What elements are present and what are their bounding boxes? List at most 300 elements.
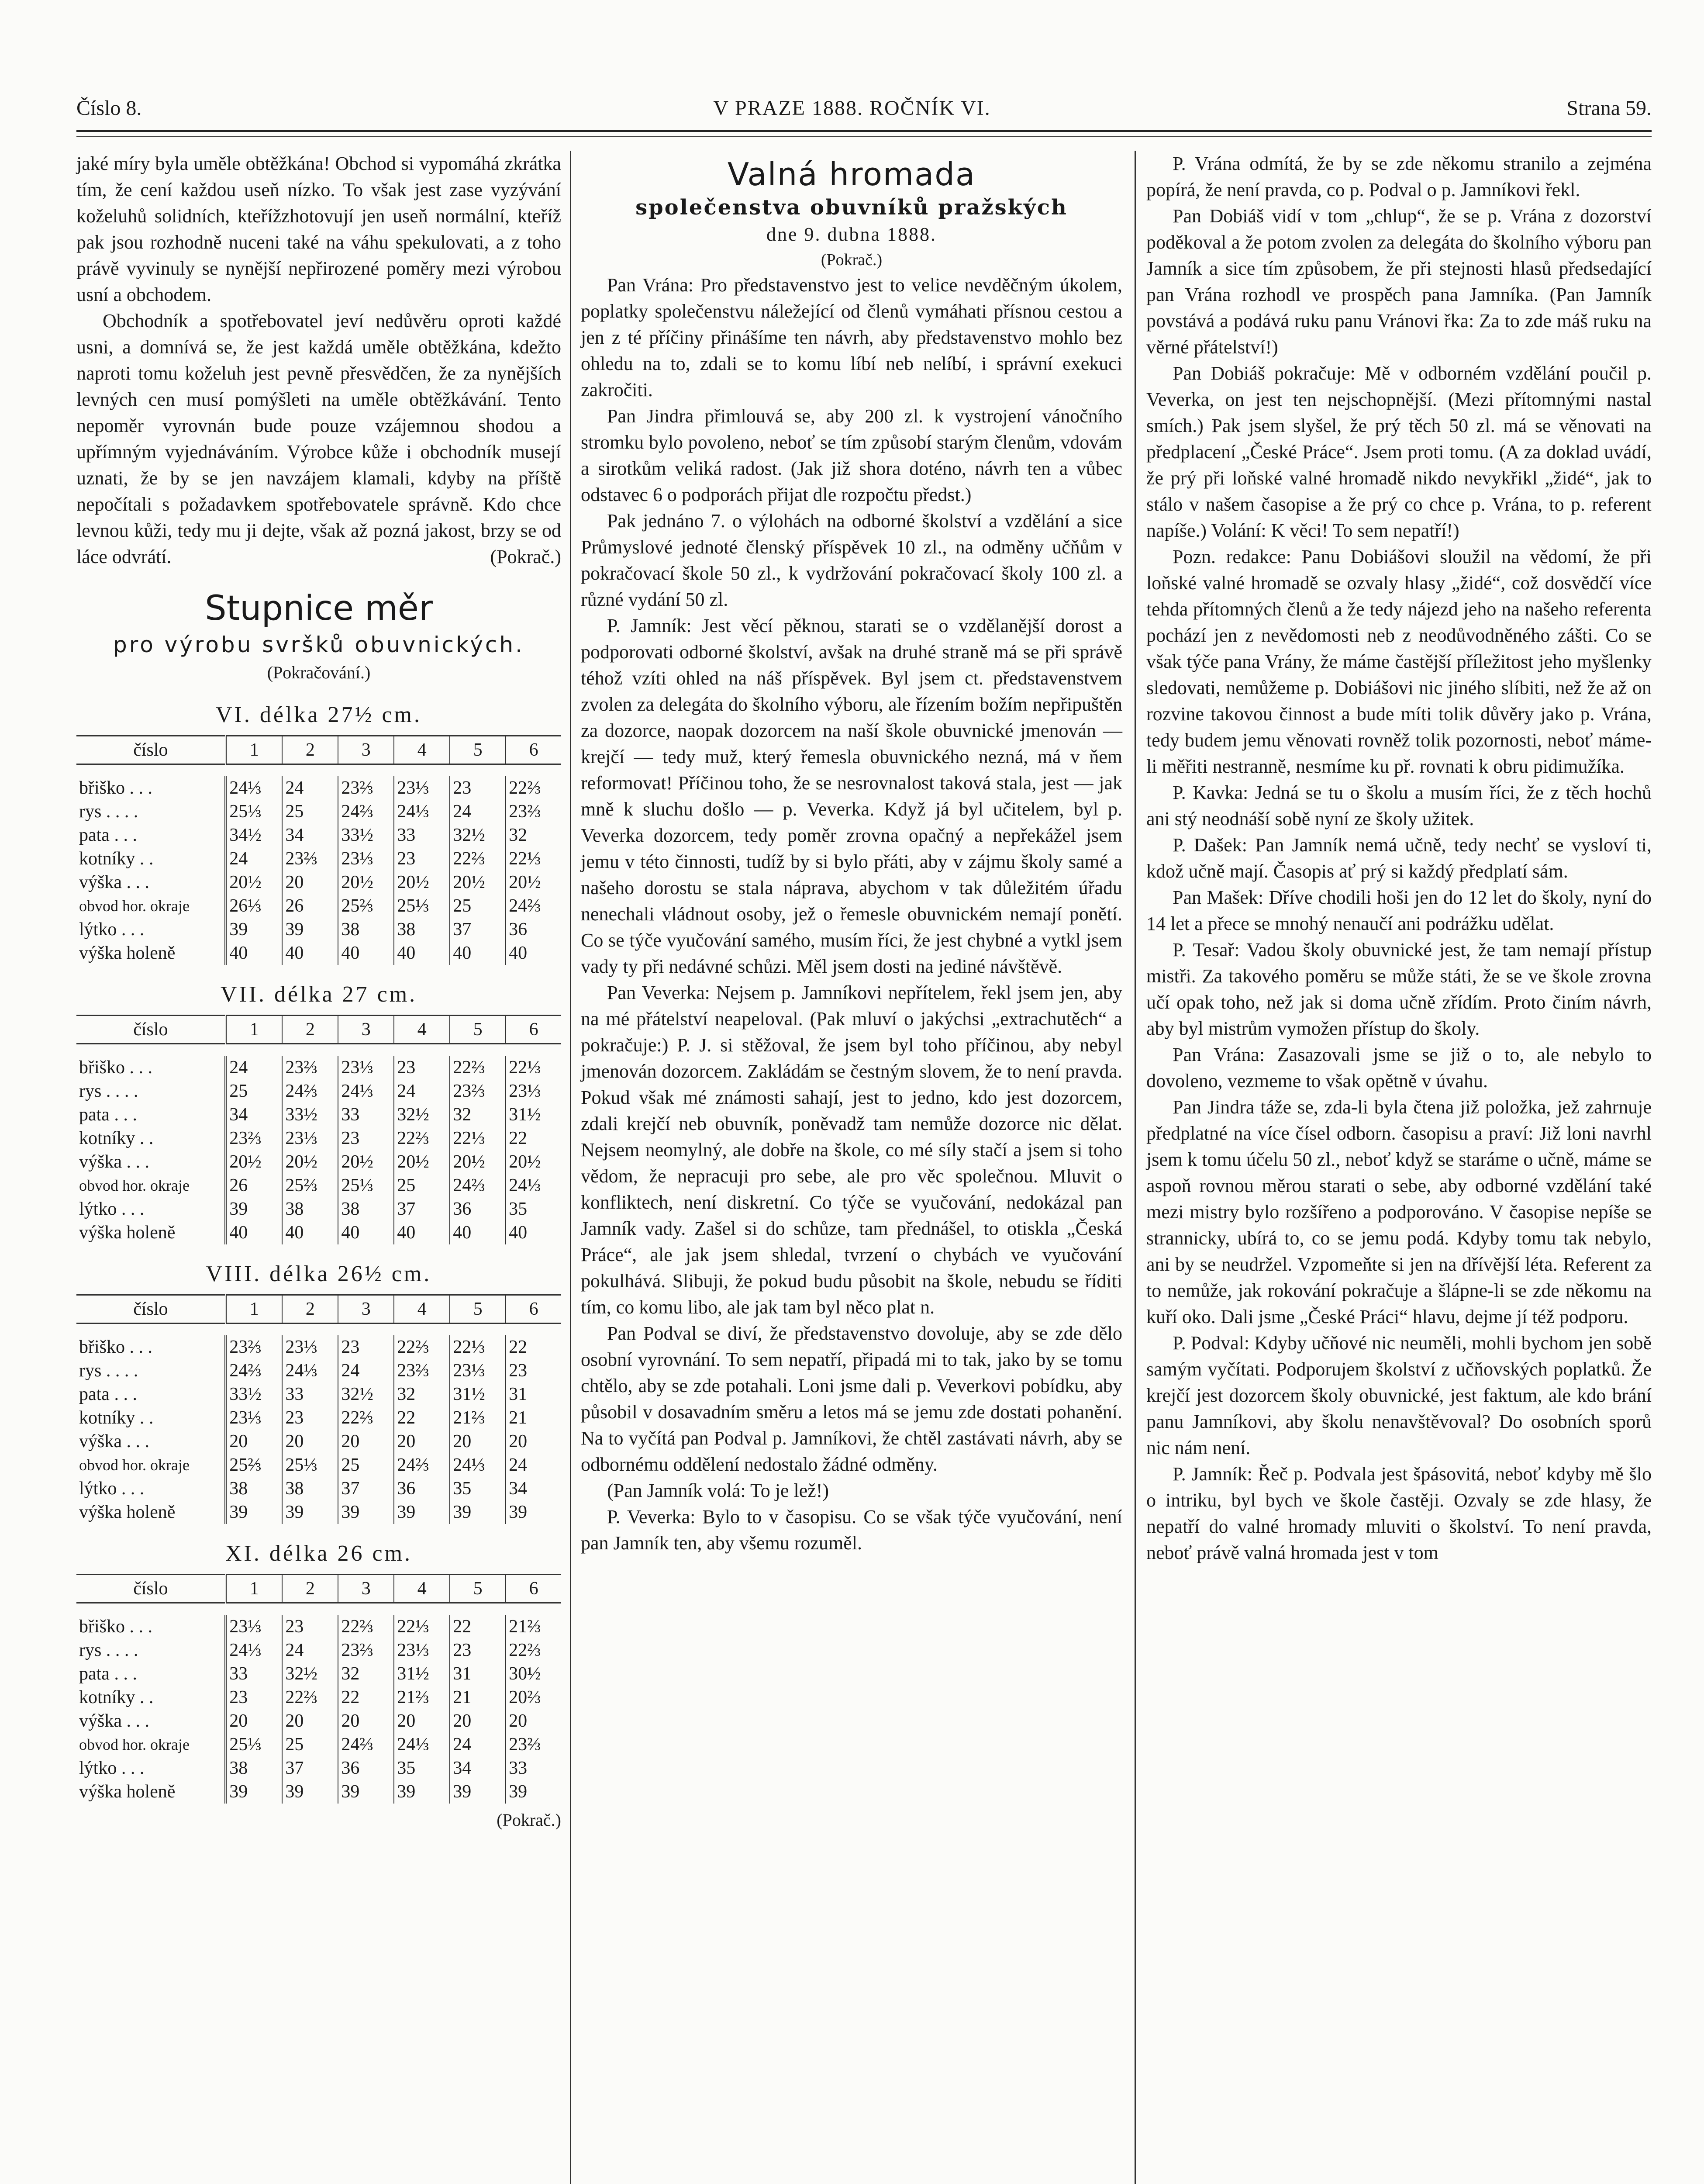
table-cell: 22⅔ bbox=[394, 1335, 450, 1359]
row-label: kotníky . . bbox=[79, 1408, 154, 1428]
table-row bbox=[76, 1477, 561, 1500]
table-cell: 39 bbox=[450, 1500, 506, 1524]
row-label: kotníky . . bbox=[79, 1128, 154, 1148]
table-cell: 39 bbox=[282, 1500, 338, 1524]
article-subtitle: společenstva obuvníků pražských bbox=[635, 195, 1068, 220]
table-cell: 38 bbox=[338, 1197, 394, 1221]
table-cell: 23⅔ bbox=[450, 1079, 506, 1103]
table-row bbox=[76, 1686, 561, 1709]
column-header-number: 2 bbox=[282, 1575, 338, 1603]
row-label: lýtko . . . bbox=[79, 1199, 145, 1219]
table-cell: 39 bbox=[282, 1780, 338, 1804]
table-cell: 22⅔ bbox=[282, 1686, 338, 1709]
table-cell: 24 bbox=[226, 847, 283, 871]
table-cell: 20½ bbox=[338, 1150, 394, 1174]
table-cell: 25⅓ bbox=[282, 1453, 338, 1477]
paragraph: Pan Podval se diví, že představenstvo dovoluje, aby se zde dělo osobní vyrovnání. To sem nepatří, připadá mi to tak, jako by se tomu chtělo, aby se zde potahali. Loni jsme dali p. Veverkovi pobídku, aby působil v dosavadním směru a letos má se jemu zde dostati pohanění. Na to vyčítá pan Podval p. Jamníkovi, že chtěl zastávati návrh, aby se odbornému oddělení nedostalo žádné odměny. bbox=[581, 1323, 1122, 1475]
paragraph: P. Tesař: Vadou školy obuvnické jest, že tam nemají přístup mistři. Za takového poměru se může státi, že se ve škole zrovna učí opak toho, než jak si doma učně zřídím. Proto činím návrh, aby byl mistrům vymožen přístup do školy. bbox=[1146, 939, 1652, 1039]
table-cell: 39 bbox=[282, 918, 338, 941]
table-cell: 22⅓ bbox=[450, 1335, 506, 1359]
table-cell: 25⅔ bbox=[282, 1174, 338, 1197]
paragraph: P. Jamník: Jest věcí pěknou, starati se o vzdělanější dorost a podporovati odborné školství, avšak na druhé straně má se při správě téhož vzíti ohled na náš příspěvek. Byl jsem ct. představenstvem zvolen za delegáta do školního výboru, ale řízením božím nepřipuštěn za dozorce, naopak dozorcem na naší škole obuvnické jmenován — krejčí — tedy muž, který řemesla obuvnického nezná, má v ňem reformovat! Příčinou toho, že se nesrovnalost taková stala, jest — jak mně k sluchu došlo — p. Veverka. Když já byl učitelem, byl p. Veverka dozorcem, tedy poměr zrovna opačný a nepřekážel jsem jemu v této činnosti, tudíž by si bylo přáti, aby v zájmu školy samé a našeho dorostu se stala náprava, abychom v tak důležitém úřadu nenechali vládnout osoby, jež o řemesle obuvnickém nemají ponětí. Co se týče vyučování samého, musím říci, že jest chybné a vytkl jsem vady ty při nedávné schůzi. Měl jsem dosti na jediné návštěvě. bbox=[581, 615, 1122, 977]
page-number: Strana 59. bbox=[1566, 97, 1652, 120]
table-cell: 23⅓ bbox=[506, 1079, 561, 1103]
table-cell: 22⅔ bbox=[450, 847, 506, 871]
table-cell: 23⅔ bbox=[282, 1056, 338, 1079]
table-cell: 34 bbox=[450, 1756, 506, 1780]
row-label: pata . . . bbox=[79, 1105, 137, 1125]
table-cell: 40 bbox=[394, 941, 450, 965]
table-cell: 20½ bbox=[450, 1150, 506, 1174]
table-cell: 23 bbox=[394, 1056, 450, 1079]
table-cell: 20½ bbox=[338, 871, 394, 894]
table-cell: 20 bbox=[450, 1430, 506, 1453]
column-header-number: 3 bbox=[338, 736, 394, 764]
table-cell: 40 bbox=[506, 941, 561, 965]
paragraph: Pan Dobiáš pokračuje: Mě v odborném vzdělání poučil p. Veverka, on jest ten nejschopnější. (Mezi přítomnými nastal smích.) Pak jsem slyšel, že prý těch 50 zl. má se věnovati na předplacení „České Práce“. Jsem proti tomu. (A za doklad uvádí, že prý při loňské valné hromadě nikdo nevykřikl „židé“, jak to stálo v našem časopise a že prý co chce p. Vrána, to p. referent napíše.) Volání: K věci! To sem nepatří!) bbox=[1146, 363, 1652, 541]
table-row bbox=[76, 918, 561, 941]
paragraph: jaké míry byla uměle obtěžkána! Obchod si vypomáhá zkrátka tím, že cení každou useň nízko. To však jest zase vyzývání koželuhů solidních, kteřížzhotovují jen useň normální, kteříž pak jsou rozhodně nuceni také na váhu spekulovati, a z toho právě vyvinuly se nynější nepřirozené poměry mezi výrobou usní a obchodem. bbox=[76, 153, 561, 305]
header-rule bbox=[76, 130, 1652, 132]
table-cell: 23⅓ bbox=[338, 847, 394, 871]
paragraph: Pan Mašek: Dříve chodili hoši jen do 12 let do školy, nyní do 14 let a přece se mnohý nenaučí ani podrážku udělat. bbox=[1146, 887, 1652, 934]
column-header-number: 5 bbox=[450, 1016, 506, 1044]
table-cell: 23⅓ bbox=[338, 1056, 394, 1079]
table-cell: 22 bbox=[506, 1335, 561, 1359]
measure-table bbox=[76, 735, 561, 965]
column-header-number: 1 bbox=[226, 736, 283, 764]
table-cell: 32½ bbox=[338, 1382, 394, 1406]
table-row bbox=[76, 894, 561, 918]
row-label: výška holeně bbox=[79, 1502, 176, 1522]
table-cell: 24⅓ bbox=[450, 1453, 506, 1477]
column-header-number: 4 bbox=[394, 1295, 450, 1324]
table-cell: 23 bbox=[506, 1359, 561, 1382]
continued-note: (Pokrač.) bbox=[490, 546, 561, 567]
row-label: pata . . . bbox=[79, 1664, 137, 1684]
table-cell: 34 bbox=[282, 823, 338, 847]
table-row bbox=[76, 1221, 561, 1244]
column-divider-2 bbox=[1135, 151, 1136, 2184]
table-row bbox=[76, 1382, 561, 1406]
table-cell: 20 bbox=[394, 1709, 450, 1733]
continued-note: (Pokrač.) bbox=[497, 1810, 561, 1830]
table-cell: 25⅔ bbox=[338, 894, 394, 918]
table-cell: 24 bbox=[450, 1733, 506, 1756]
row-label: rys . . . . bbox=[79, 1640, 138, 1660]
table-cell: 39 bbox=[450, 1780, 506, 1804]
table-cell: 20½ bbox=[506, 1150, 561, 1174]
table-cell: 38 bbox=[226, 1756, 283, 1780]
table-cell: 39 bbox=[394, 1500, 450, 1524]
table-cell: 22⅔ bbox=[338, 1615, 394, 1638]
table-cell: 23⅔ bbox=[338, 1638, 394, 1662]
table-cell: 23⅓ bbox=[226, 1615, 283, 1638]
table-cell: 20½ bbox=[394, 1150, 450, 1174]
table-cell: 24 bbox=[282, 1638, 338, 1662]
column-header-number: 5 bbox=[450, 736, 506, 764]
table-cell: 23 bbox=[282, 1406, 338, 1430]
paragraph: P. Kavka: Jedná se tu o školu a musím říci, že z těch hochů ani stý neodnáší sobě nyní ze školy užitek. bbox=[1146, 782, 1652, 829]
table-row bbox=[76, 1174, 561, 1197]
table-cell: 24⅓ bbox=[338, 1079, 394, 1103]
table-cell: 22⅓ bbox=[506, 847, 561, 871]
table-cell: 23 bbox=[450, 1638, 506, 1662]
table-cell: 38 bbox=[282, 1477, 338, 1500]
table-cell: 37 bbox=[394, 1197, 450, 1221]
column-header-number: 5 bbox=[450, 1295, 506, 1324]
table-cell: 24⅔ bbox=[338, 1733, 394, 1756]
table-cell: 36 bbox=[394, 1477, 450, 1500]
issue-number: Číslo 8. bbox=[76, 97, 142, 120]
table-cell: 23⅓ bbox=[450, 1359, 506, 1382]
table-cell: 23 bbox=[394, 847, 450, 871]
table-row bbox=[76, 1638, 561, 1662]
measure-table bbox=[76, 1015, 561, 1244]
column-header-number: 6 bbox=[506, 736, 561, 764]
table-cell: 31 bbox=[450, 1662, 506, 1686]
section-heading: Stupnice měr bbox=[205, 589, 433, 628]
table-cell: 21⅔ bbox=[394, 1686, 450, 1709]
paragraph: P. Dašek: Pan Jamník nemá učně, tedy nechť se vysloví ti, kdož učně mají. Časopis ať prý si každý předplatí sám. bbox=[1146, 834, 1652, 882]
table-cell: 21 bbox=[506, 1406, 561, 1430]
table-cell: 38 bbox=[226, 1477, 283, 1500]
table-cell: 25⅔ bbox=[226, 1453, 283, 1477]
paragraph: Pan Jindra přimlouvá se, aby 200 zl. k vystrojení vánočního stromku bylo povoleno, neboť se tím způsobí starým členům, vdovám a sirotkům veliká radost. (Jak již shora doténo, návrh ten a vůbec odstavec 6 o podporách přijat dle rozpočtu předst.) bbox=[581, 405, 1122, 505]
table-cell: 23⅔ bbox=[338, 776, 394, 800]
table-cell: 20 bbox=[282, 1709, 338, 1733]
table-cell: 20 bbox=[338, 1709, 394, 1733]
table-cell: 40 bbox=[282, 1221, 338, 1244]
table-row bbox=[76, 823, 561, 847]
table-cell: 32 bbox=[394, 1382, 450, 1406]
table-cell: 33 bbox=[506, 1756, 561, 1780]
table-cell: 20 bbox=[338, 1430, 394, 1453]
table-cell: 36 bbox=[450, 1197, 506, 1221]
column-header-number: 4 bbox=[394, 736, 450, 764]
table-cell: 23⅔ bbox=[226, 1127, 283, 1150]
row-label: výška holeně bbox=[79, 1223, 176, 1243]
table-cell: 22⅓ bbox=[450, 1127, 506, 1150]
table-cell: 24⅔ bbox=[506, 894, 561, 918]
article-title: Valná hromada bbox=[727, 156, 976, 193]
table-cell: 23⅔ bbox=[506, 800, 561, 823]
table-cell: 35 bbox=[450, 1477, 506, 1500]
table-cell: 24⅔ bbox=[282, 1079, 338, 1103]
table-cell: 40 bbox=[450, 941, 506, 965]
column-header-number: 3 bbox=[338, 1295, 394, 1324]
table-cell: 33 bbox=[282, 1382, 338, 1406]
table-cell: 20 bbox=[450, 1709, 506, 1733]
table-cell: 22 bbox=[506, 1127, 561, 1150]
row-label: rys . . . . bbox=[79, 802, 138, 822]
table-cell: 20½ bbox=[282, 1150, 338, 1174]
table-cell: 32 bbox=[338, 1662, 394, 1686]
paragraph: P. Veverka: Bylo to v časopisu. Co se však týče vyučování, není pan Jamník ten, aby všemu rozuměl. bbox=[581, 1506, 1122, 1554]
column-header-number: 4 bbox=[394, 1575, 450, 1603]
paragraph: P. Podval: Kdyby učňové nic neuměli, mohli bychom jen sobě samým vyčítati. Podporujem školství z učňovských poplatků. Že krejčí jest dozorcem školy obuvnické, jest faktum, ale kdo brání panu Jamníkovi, aby školu nenavštěvoval? Do osobních sporů nic nám není. bbox=[1146, 1332, 1652, 1458]
table-cell: 20⅔ bbox=[506, 1686, 561, 1709]
table-cell: 23⅓ bbox=[226, 1406, 283, 1430]
table-row bbox=[76, 1709, 561, 1733]
table-cell: 23 bbox=[450, 776, 506, 800]
table-header-row bbox=[76, 1016, 561, 1044]
masthead-line: V PRAZE 1888. ROČNÍK VI. bbox=[713, 97, 991, 120]
column-3 bbox=[1146, 151, 1652, 1566]
table-cell: 25⅓ bbox=[226, 800, 283, 823]
table-cell: 23⅔ bbox=[282, 847, 338, 871]
column-header-label: číslo bbox=[76, 736, 226, 764]
table-cell: 23⅓ bbox=[394, 1638, 450, 1662]
table-cell: 33½ bbox=[226, 1382, 283, 1406]
table-cell: 22⅓ bbox=[394, 1615, 450, 1638]
column-header-number: 1 bbox=[226, 1295, 283, 1324]
table-header-row bbox=[76, 736, 561, 764]
header-rule-thin bbox=[76, 136, 1652, 137]
table-cell: 40 bbox=[506, 1221, 561, 1244]
table-cell: 39 bbox=[394, 1780, 450, 1804]
table-cell: 39 bbox=[226, 1780, 283, 1804]
table-cell: 38 bbox=[394, 918, 450, 941]
row-label: výška . . . bbox=[79, 1152, 149, 1172]
table-cell: 37 bbox=[338, 1477, 394, 1500]
paragraph: Pak jednáno 7. o výlohách na odborné školství a vzdělání a sice Průmyslové jednoté členský příspěvek 10 zl., na odměny učňům v pokračovací škole 50 zl., k vydržování pokračovací školy 100 zl. a různé vydání 50 zl. bbox=[581, 510, 1122, 610]
table-cell: 25 bbox=[338, 1453, 394, 1477]
row-label: pata . . . bbox=[79, 1384, 137, 1404]
continuation-note: (Pokračování.) bbox=[267, 663, 371, 682]
table-cell: 24⅓ bbox=[226, 776, 283, 800]
table-cell: 38 bbox=[282, 1197, 338, 1221]
table-cell: 22⅔ bbox=[506, 776, 561, 800]
table-cell: 24⅔ bbox=[338, 800, 394, 823]
table-cell: 20½ bbox=[226, 1150, 283, 1174]
table-row bbox=[76, 1500, 561, 1524]
table-row bbox=[76, 1127, 561, 1150]
table-cell: 33 bbox=[338, 1103, 394, 1127]
row-label: břiško . . . bbox=[79, 778, 152, 798]
column-header-number: 2 bbox=[282, 736, 338, 764]
row-label: rys . . . . bbox=[79, 1081, 138, 1101]
table-cell: 25 bbox=[226, 1079, 283, 1103]
table-cell: 24 bbox=[226, 1056, 283, 1079]
table-row bbox=[76, 1756, 561, 1780]
measure-table bbox=[76, 1574, 561, 1804]
table-cell: 35 bbox=[394, 1756, 450, 1780]
table-cell: 24⅓ bbox=[226, 1638, 283, 1662]
table-cell: 23⅔ bbox=[226, 1335, 283, 1359]
table-cell: 32 bbox=[450, 1103, 506, 1127]
row-label: lýtko . . . bbox=[79, 1758, 145, 1778]
table-cell: 20½ bbox=[394, 871, 450, 894]
table-header-row bbox=[76, 1295, 561, 1324]
paragraph: P. Vrána odmítá, že by se zde někomu stranilo a zejména popírá, že není pravda, co p. Podval o p. Jamníkovi řekl. bbox=[1146, 153, 1652, 200]
paragraph: Pozn. redakce: Panu Dobiášovi sloužil na vědomí, že při loňské valné hromadě se ozvaly hlasy „židé“, což dosvědčí více tehda přítomných členů a že tedy nájezd jeho na našeho referenta pochází jen z nevědomosti neb z neodůvodněného zášti. Co se však týče pana Vrány, že máme častější příležitost jeho myšlenky sledovati, nemůžeme p. Dobiášovi nic jiného slíbiti, než že až on rozvine takovou činnost a bude míti tolik důvěry jako p. Vrána, tedy budem jemu věnovati rovněž tolik pozornosti, neboť máme-li měřiti nestranně, nesmíme ku př. rovnati k obru pidimužíka. bbox=[1146, 546, 1652, 777]
table-cell: 36 bbox=[338, 1756, 394, 1780]
table-row bbox=[76, 1335, 561, 1359]
table-cell: 23⅓ bbox=[394, 776, 450, 800]
paragraph: Pan Jindra táže se, zda-li byla čtena již položka, jež zahrnuje předplatné na více čísel odborn. časopisu a praví: Již loni navrhl jsem k tomu účelu 50 zl., neboť když se staráme o učně, máme se aspoň rovnou měrou starati o sebe, aby odborné vzdělání také mezi mistry bylo rozšířeno a podporováno. V časopise nepíše se strannicky, ubírá to, co se jemu podá. Kdyby tomu tak nebylo, ani by se neudržel. Vzpomeňte si jen na dřívější léta. Referent za to nemůže, jak rokování pokračuje a šlápne-li se zde někomu na kuří oko. Dali jsme „České Práci“ hlavu, dejme jí též podporu. bbox=[1146, 1096, 1652, 1327]
column-header-number: 6 bbox=[506, 1575, 561, 1603]
continuation-note: (Pokrač.) bbox=[821, 251, 883, 269]
table-cell: 20½ bbox=[226, 871, 283, 894]
table-cell: 31½ bbox=[506, 1103, 561, 1127]
table-cell: 20½ bbox=[506, 871, 561, 894]
table-row bbox=[76, 1780, 561, 1804]
row-label: výška . . . bbox=[79, 1431, 149, 1451]
column-header-number: 5 bbox=[450, 1575, 506, 1603]
table-cell: 39 bbox=[226, 1197, 283, 1221]
table-cell: 20 bbox=[282, 871, 338, 894]
table-cell: 39 bbox=[226, 918, 283, 941]
table-cell: 40 bbox=[450, 1221, 506, 1244]
table-cell: 20½ bbox=[450, 871, 506, 894]
row-label: břiško . . . bbox=[79, 1057, 152, 1078]
table-row bbox=[76, 1079, 561, 1103]
table-cell: 21 bbox=[450, 1686, 506, 1709]
table-cell: 20 bbox=[282, 1430, 338, 1453]
table-header-row bbox=[76, 1575, 561, 1603]
table-row bbox=[76, 1359, 561, 1382]
table-cell: 39 bbox=[338, 1780, 394, 1804]
column-header-number: 1 bbox=[226, 1575, 283, 1603]
column-1 bbox=[76, 151, 561, 1833]
article-date: dne 9. dubna 1888. bbox=[766, 224, 937, 245]
table-cell: 24 bbox=[338, 1359, 394, 1382]
row-label: lýtko . . . bbox=[79, 919, 145, 940]
table-cell: 40 bbox=[338, 941, 394, 965]
table-row bbox=[76, 1430, 561, 1453]
table-cell: 25⅓ bbox=[338, 1174, 394, 1197]
table-row bbox=[76, 1662, 561, 1686]
table-title: VII. délka 27 cm. bbox=[220, 982, 417, 1007]
column-header-number: 6 bbox=[506, 1295, 561, 1324]
table-cell: 39 bbox=[506, 1780, 561, 1804]
table-row bbox=[76, 941, 561, 965]
table-cell: 39 bbox=[338, 1500, 394, 1524]
table-cell: 35 bbox=[506, 1197, 561, 1221]
section-subheading: pro výrobu svršků obuvnických. bbox=[113, 632, 524, 657]
table-cell: 31 bbox=[506, 1382, 561, 1406]
row-label: lýtko . . . bbox=[79, 1479, 145, 1499]
row-label: břiško . . . bbox=[79, 1617, 152, 1637]
table-cell: 33½ bbox=[282, 1103, 338, 1127]
table-cell: 33 bbox=[394, 823, 450, 847]
table-cell: 25 bbox=[282, 1733, 338, 1756]
table-row bbox=[76, 847, 561, 871]
table-cell: 30½ bbox=[506, 1662, 561, 1686]
row-label: výška holeně bbox=[79, 1782, 176, 1802]
row-label: kotníky . . bbox=[79, 849, 154, 869]
table-cell: 40 bbox=[226, 941, 283, 965]
table-cell: 39 bbox=[506, 1500, 561, 1524]
table-title: VI. délka 27½ cm. bbox=[215, 702, 422, 727]
table-cell: 32½ bbox=[394, 1103, 450, 1127]
table-cell: 22⅔ bbox=[506, 1638, 561, 1662]
row-label: obvod hor. okraje bbox=[79, 1736, 190, 1753]
table-cell: 22 bbox=[338, 1686, 394, 1709]
table-cell: 39 bbox=[226, 1500, 283, 1524]
table-cell: 40 bbox=[282, 941, 338, 965]
table-cell: 25 bbox=[450, 894, 506, 918]
column-header-label: číslo bbox=[76, 1295, 226, 1324]
row-label: obvod hor. okraje bbox=[79, 1456, 190, 1474]
table-cell: 33 bbox=[226, 1662, 283, 1686]
row-label: kotníky . . bbox=[79, 1687, 154, 1707]
table-row bbox=[76, 776, 561, 800]
table-cell: 23 bbox=[282, 1615, 338, 1638]
table-cell: 20 bbox=[226, 1709, 283, 1733]
table-cell: 32 bbox=[506, 823, 561, 847]
table-cell: 40 bbox=[394, 1221, 450, 1244]
table-cell: 21⅔ bbox=[506, 1615, 561, 1638]
row-label: břiško . . . bbox=[79, 1337, 152, 1357]
table-cell: 26⅓ bbox=[226, 894, 283, 918]
table-row bbox=[76, 1197, 561, 1221]
table-row bbox=[76, 1406, 561, 1430]
table-cell: 26 bbox=[282, 894, 338, 918]
table-cell: 33½ bbox=[338, 823, 394, 847]
table-cell: 23⅓ bbox=[282, 1335, 338, 1359]
table-cell: 24 bbox=[450, 800, 506, 823]
table-cell: 25⅓ bbox=[226, 1733, 283, 1756]
table-cell: 25 bbox=[282, 800, 338, 823]
table-row bbox=[76, 1056, 561, 1079]
paragraph: Pan Veverka: Nejsem p. Jamníkovi nepřítelem, řekl jsem jen, aby na mé přátelství neapeloval. (Pak mluví o jakýchsi „extrachutěch“ a pokračuje:) P. J. si stěžoval, že jsem byl toho příčinou, aby nebyl jmenován dozorcem. Zakládám se čestným slovem, že to není pravda. Pokud však mé známosti sahají, jest to jedno, kdo jest dozorcem, zdali krejčí neb obuvník, poněvadž tam nemůže dozorce nic dělat. Nejsem neomylný, ale dobře na škole, co mé síly stačí a jsem si toho vědom, že nepracuji pro sebe, ale pro věc společnou. Mluvit o konfliktech, není diskretní. Co týče se vyučování, nedokázal pan Jamník vady. Zašel si do schůze, tam přednášel, to otiskla „Česká Práce“, ale jak jsem shledal, tvrzení o chybách ve vyučování pokulhává. Slibuji, že pokud budu působit na škole, nebudu se říditi tím, co komu libo, ale jak tam byl něco plat n. bbox=[581, 982, 1122, 1318]
table-cell: 23 bbox=[338, 1335, 394, 1359]
column-header-number: 6 bbox=[506, 1016, 561, 1044]
table-cell: 24⅓ bbox=[506, 1174, 561, 1197]
table-row bbox=[76, 871, 561, 894]
table-cell: 23 bbox=[226, 1686, 283, 1709]
table-title: VIII. délka 26½ cm. bbox=[206, 1261, 432, 1286]
table-row bbox=[76, 800, 561, 823]
table-cell: 40 bbox=[338, 1221, 394, 1244]
table-cell: 23⅔ bbox=[506, 1733, 561, 1756]
table-cell: 23⅔ bbox=[394, 1359, 450, 1382]
table-cell: 34½ bbox=[226, 823, 283, 847]
table-cell: 24⅔ bbox=[394, 1453, 450, 1477]
table-cell: 22⅔ bbox=[394, 1127, 450, 1150]
row-label: obvod hor. okraje bbox=[79, 897, 190, 915]
table-cell: 23 bbox=[338, 1127, 394, 1150]
column-header-number: 4 bbox=[394, 1016, 450, 1044]
row-label: výška . . . bbox=[79, 872, 149, 892]
table-cell: 31½ bbox=[450, 1382, 506, 1406]
table-cell: 32½ bbox=[282, 1662, 338, 1686]
table-row bbox=[76, 1150, 561, 1174]
table-cell: 36 bbox=[506, 918, 561, 941]
column-header-label: číslo bbox=[76, 1016, 226, 1044]
paragraph: Pan Dobiáš vidí v tom „chlup“, že se p. Vrána z dozorství poděkoval a že potom zvolen za delegáta do školního výboru pan Jamník a sice tím způsobem, že při stejnosti hlasů předsedající pan Vrána rozhodl ve prospěch pana Jamníka. (Pan Jamník povstává a podává ruku panu Vránovi řka: Za to zde máš ruku na věrné přátelství!) bbox=[1146, 205, 1652, 358]
table-row bbox=[76, 1615, 561, 1638]
column-divider-1 bbox=[570, 151, 571, 2184]
table-cell: 32½ bbox=[450, 823, 506, 847]
table-cell: 20 bbox=[506, 1709, 561, 1733]
table-cell: 21⅔ bbox=[450, 1406, 506, 1430]
table-cell: 24⅓ bbox=[394, 1733, 450, 1756]
row-label: rys . . . . bbox=[79, 1361, 138, 1381]
column-header-number: 3 bbox=[338, 1016, 394, 1044]
column-header-number: 2 bbox=[282, 1016, 338, 1044]
table-cell: 24⅓ bbox=[282, 1359, 338, 1382]
table-cell: 34 bbox=[226, 1103, 283, 1127]
table-cell: 31½ bbox=[394, 1662, 450, 1686]
paragraph: Pan Vrána: Pro představenstvo jest to velice nevděčným úkolem, poplatky společenstvu náležející od členů vymáhati přísnou cestou a jen z té příčiny přinášíme ten návrh, aby představenstvo mohlo bez ohledu na to, zdali se to komu líbí neb nelíbí, i správní exekuci zakročiti. bbox=[581, 274, 1122, 401]
table-cell: 23⅓ bbox=[282, 1127, 338, 1150]
column-header-number: 1 bbox=[226, 1016, 283, 1044]
table-cell: 20 bbox=[506, 1430, 561, 1453]
table-row bbox=[76, 1453, 561, 1477]
